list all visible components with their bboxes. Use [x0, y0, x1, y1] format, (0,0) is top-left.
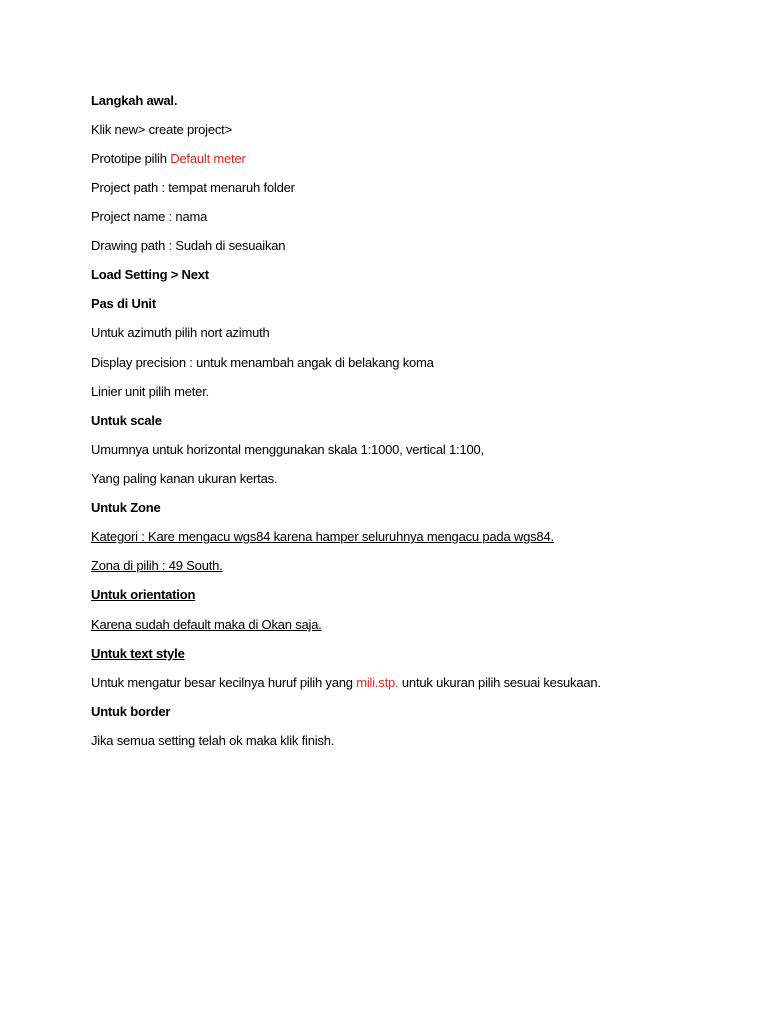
highlight-default-meter: Default meter [170, 151, 246, 166]
line-text: Untuk azimuth pilih nort azimuth [91, 325, 270, 340]
line-text: Umumnya untuk horizontal menggunakan skala 1:1000, vertical 1:100, [91, 442, 484, 457]
line-text: Langkah awal. [91, 93, 178, 108]
step-project-name [91, 209, 207, 225]
line-text: Jika semua setting telah ok maka klik finish. [91, 733, 335, 748]
heading-untuk-orientation [91, 587, 195, 603]
line-text: Project name : nama [91, 209, 208, 224]
heading-load-setting [91, 267, 209, 283]
line-text: Pas di Unit [91, 296, 156, 311]
line-text: Untuk border [91, 704, 171, 719]
line-text: Untuk scale [91, 413, 162, 428]
heading-untuk-scale [91, 413, 162, 429]
step-project-path [91, 180, 295, 196]
line-text: Klik new> create project> [91, 122, 232, 137]
heading-untuk-border [91, 704, 170, 720]
line-text: Display precision : untuk menambah angak di belakang koma [91, 355, 434, 370]
line-text: Prototipe pilih [91, 151, 171, 166]
line-text: Drawing path : Sudah di sesuaikan [91, 238, 286, 253]
heading-untuk-zone [91, 500, 161, 516]
line-text: Linier unit pilih meter. [91, 384, 210, 399]
heading-pas-di-unit [91, 296, 156, 312]
heading-untuk-text-style [91, 646, 185, 662]
highlight-mili-stp: mili.stp. [356, 675, 399, 690]
step-drawing-path [91, 238, 285, 254]
step-zona [91, 558, 223, 574]
step-orientation [91, 617, 322, 633]
step-display-precision [91, 355, 434, 371]
line-text: Untuk text style [91, 646, 185, 661]
line-text: Zona di pilih : 49 South. [91, 558, 223, 573]
line-text: Karena sudah default maka di Okan saja. [91, 617, 322, 632]
line-text: Untuk mengatur besar kecilnya huruf pilih yang [91, 675, 357, 690]
line-text: Untuk Zone [91, 500, 161, 515]
step-finish [91, 733, 334, 749]
line-text: Yang paling kanan ukuran kertas. [91, 471, 278, 486]
line-text: untuk ukuran pilih sesuai kesukaan. [398, 675, 601, 690]
heading-langkah-awal [91, 93, 177, 109]
step-prototipe [91, 151, 246, 167]
line-text: Load Setting > Next [91, 267, 209, 282]
step-linier-unit [91, 384, 209, 400]
step-skala [91, 442, 484, 458]
step-kategori [91, 529, 554, 545]
step-text-style [91, 675, 601, 691]
step-klik-new [91, 122, 232, 138]
line-text: Project path : tempat menaruh folder [91, 180, 295, 195]
line-text: Kategori : Kare mengacu wgs84 karena hamper seluruhnya mengacu pada wgs84. [91, 529, 554, 544]
step-azimuth [91, 325, 270, 341]
line-text: Untuk orientation [91, 587, 196, 602]
step-ukuran-kertas [91, 471, 277, 487]
